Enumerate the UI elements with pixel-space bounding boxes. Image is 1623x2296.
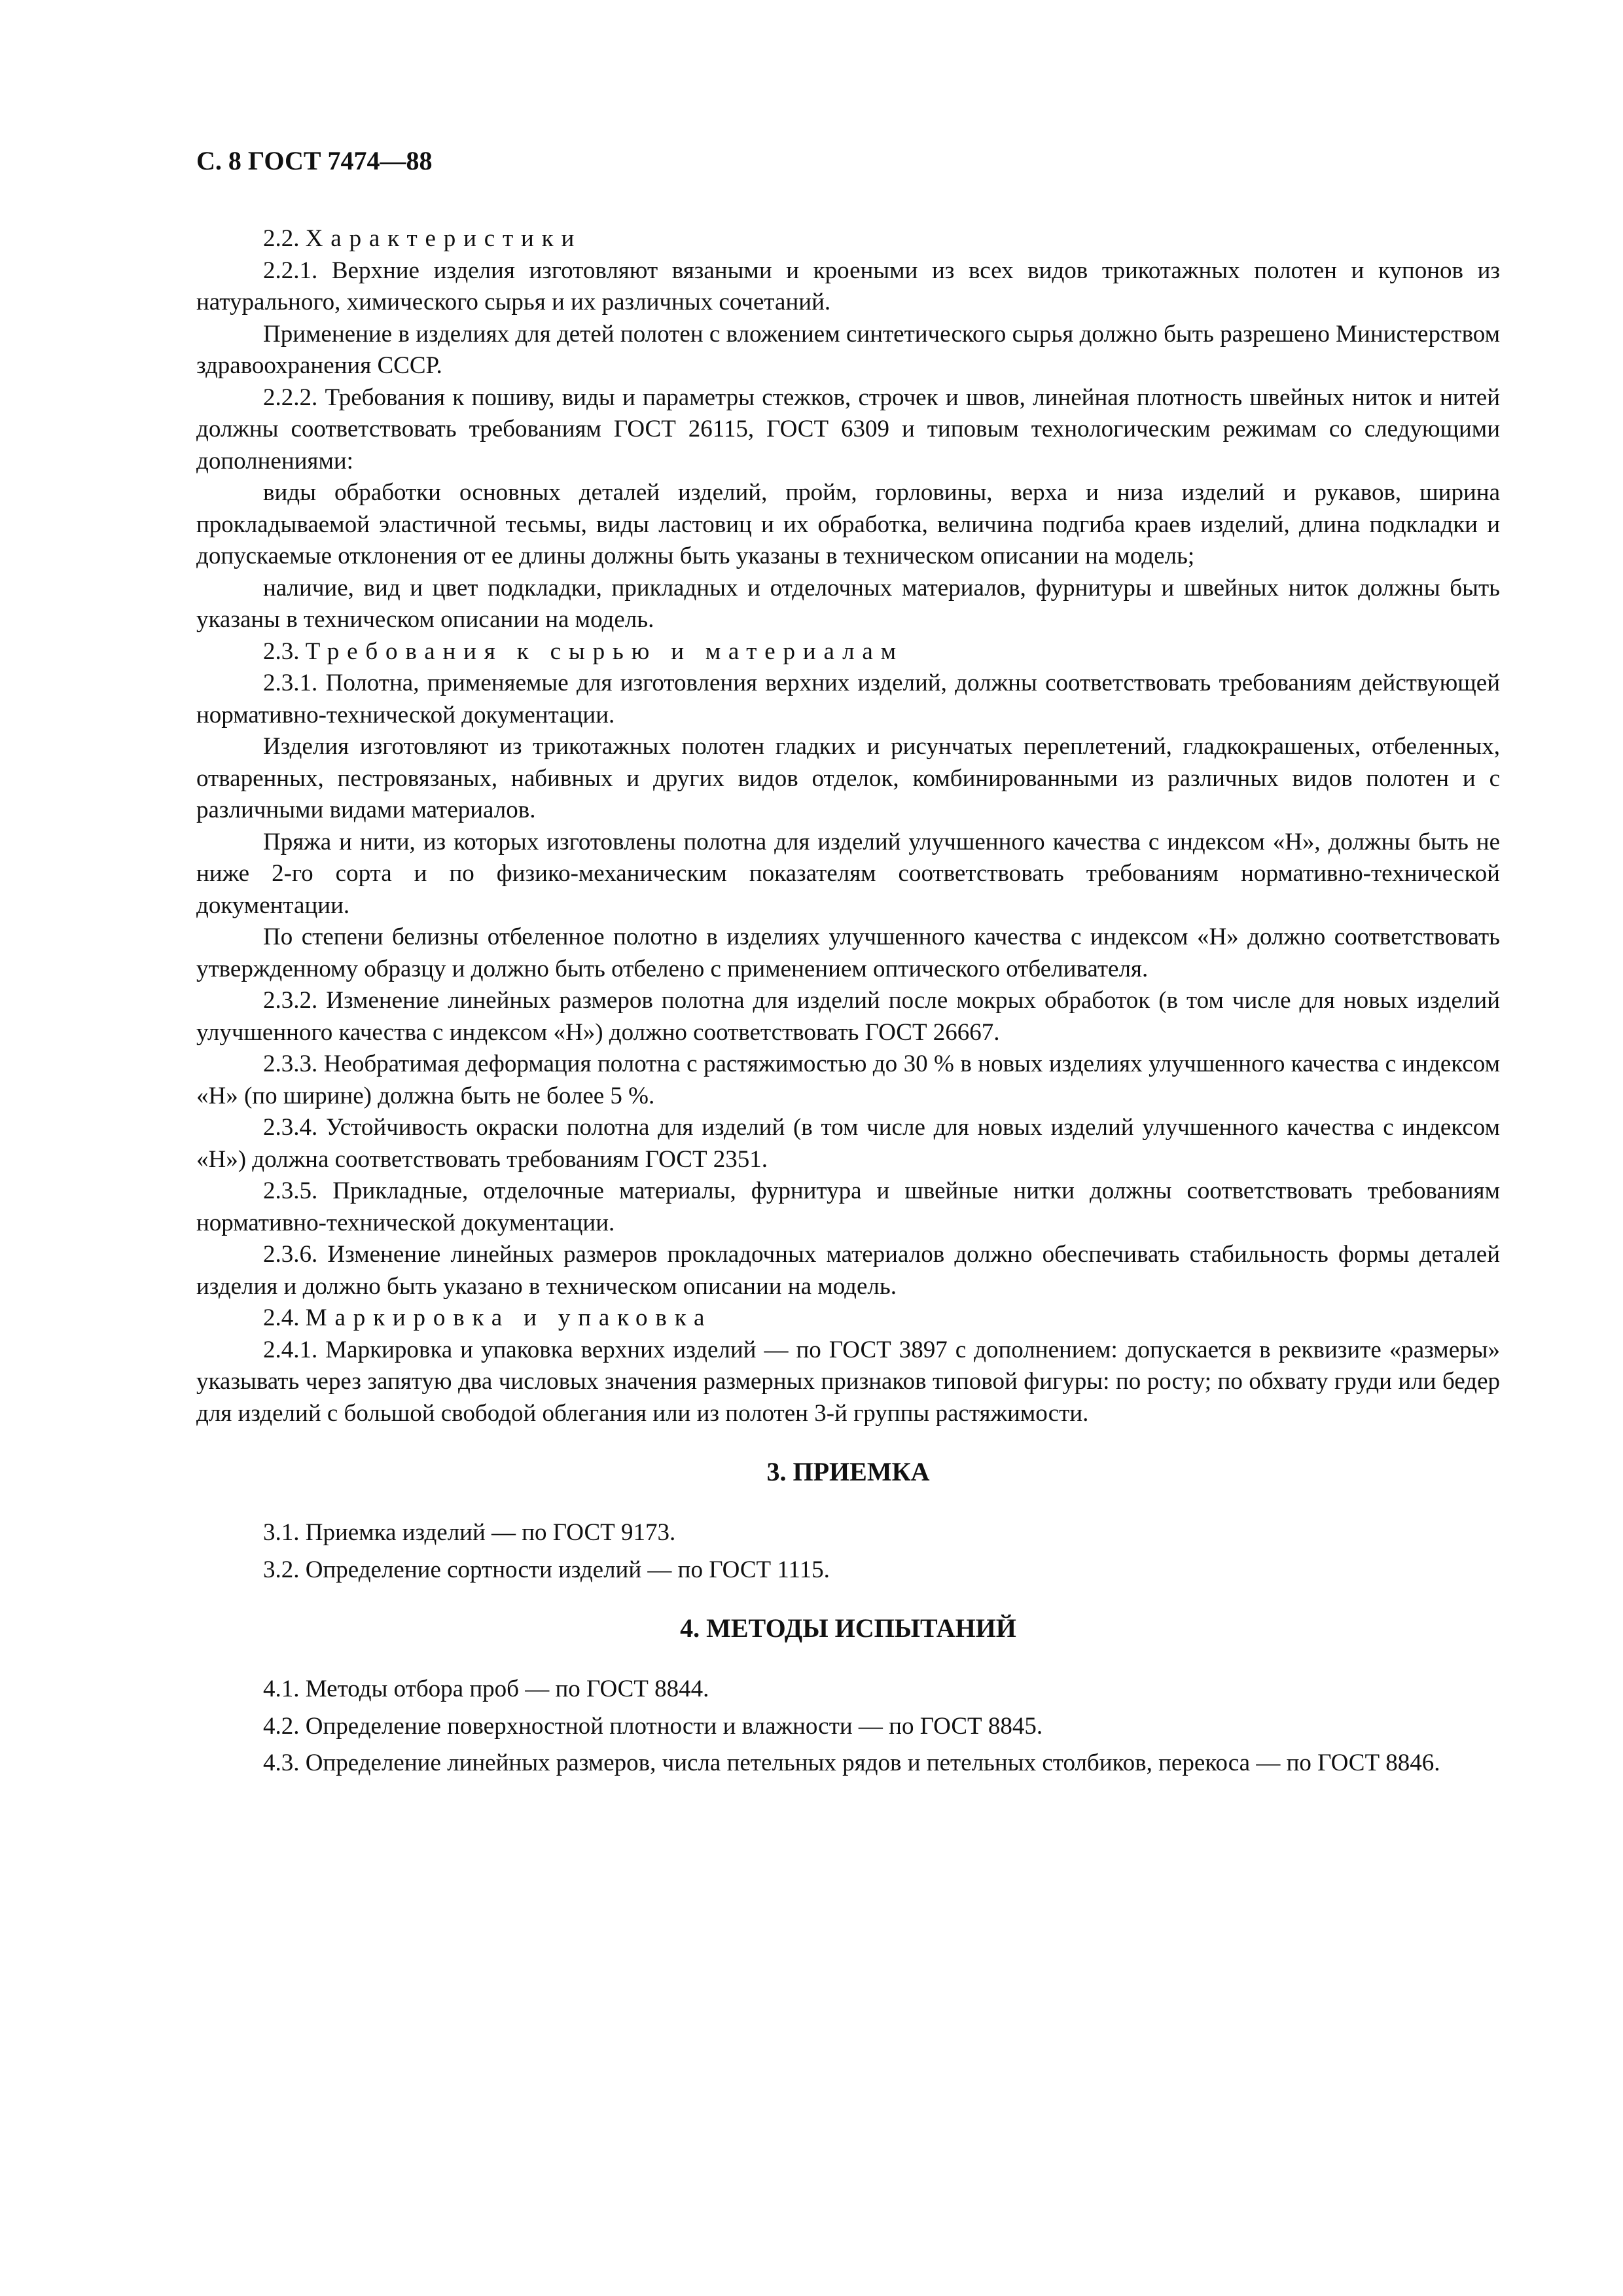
paragraph: 2.3.5. Прикладные, отделочные материалы, фурнитура и швейные нитки должны соответствовать требованиям нормативно-технической документации. [196, 1177, 1500, 1236]
paragraph: 2.3.1. Полотна, применяемые для изготовления верхних изделий, должны соответствовать требованиям действующей нормативно-технической документации. [196, 670, 1500, 728]
document-body [196, 223, 1500, 1780]
paragraph: 3.1. Приемка изделий — по ГОСТ 9173. [263, 1519, 676, 1546]
subsection-number: 2.2. [263, 225, 306, 252]
subsection-title: Характеристики [305, 225, 582, 252]
paragraph: 2.3.3. Необратимая деформация полотна с растяжимостью до 30 % в новых изделиях улучшенного качества с индексом «Н» (по ширине) должна быть не более 5 %. [196, 1050, 1500, 1109]
subsection-title: Требования к сырью и материалам [305, 637, 904, 665]
paragraph: наличие, вид и цвет подкладки, прикладных и отделочных материалов, фурнитуры и швейных ниток должны быть указаны в техническом описании на модель. [196, 574, 1500, 633]
subsection-number: 2.4. [263, 1304, 306, 1331]
paragraph: 2.2.1. Верхние изделия изготовляют вязаными и кроеными из всех видов трикотажных полотен и купонов из натурального, химического сырья и их различных сочетаний. [196, 257, 1500, 315]
subsection-heading [196, 1302, 1500, 1335]
subsection-number: 2.3. [263, 637, 306, 665]
paragraph: 2.3.4. Устойчивость окраски полотна для изделий (в том числе для новых изделий улучшенного качества с индексом «Н») должна соответствовать требованиям ГОСТ 2351. [196, 1114, 1500, 1173]
paragraph: По степени белизны отбеленное полотно в изделиях улучшенного качества с индексом «Н» должно соответствовать утвержденному образцу и должно быть отбелено с применением оптического отбеливателя. [196, 924, 1500, 982]
page-content [196, 145, 1500, 1780]
paragraph: виды обработки основных деталей изделий, пройм, горловины, верха и низа изделий и рукавов, ширина прокладываемой эластичной тесьмы, виды ластовиц и их обработка, величина подгиба краев изделий, длина подкладки и допускаемые отклонения от ее длины должны быть указаны в техническом описании на модель; [196, 479, 1500, 569]
section-heading: 3. ПРИЕМКА [766, 1457, 930, 1486]
paragraph: 4.3. Определение линейных размеров, числа петельных рядов и петельных столбиков, перекоса — по ГОСТ 8846. [263, 1749, 1440, 1776]
paragraph: 4.2. Определение поверхностной плотности и влажности — по ГОСТ 8845. [263, 1712, 1043, 1740]
paragraph: Применение в изделиях для детей полотен с вложением синтетического сырья должно быть разрешено Министерством здравоохранения СССР. [196, 320, 1500, 379]
subsection-heading [196, 636, 1500, 668]
paragraph: Пряжа и нити, из которых изготовлены полотна для изделий улучшенного качества с индексом «Н», должны быть не ниже 2-го сорта и по физико-механическим показателям соответствовать требованиям нормативно-технической документации. [196, 828, 1500, 919]
paragraph: 2.3.2. Изменение линейных размеров полотна для изделий после мокрых обработок (в том числе для новых изделий улучшенного качества с индексом «Н») должно соответствовать ГОСТ 26667. [196, 987, 1500, 1046]
paragraph: 4.1. Методы отбора проб — по ГОСТ 8844. [263, 1676, 709, 1702]
paragraph: 2.2.2. Требования к пошиву, виды и параметры стежков, строчек и швов, линейная плотность швейных ниток и нитей должны соответствовать требованиям ГОСТ 26115, ГОСТ 6309 и типовым технологическим режимам со следующими дополнениями: [196, 384, 1500, 475]
subsection-title: Маркировка и упаковка [305, 1304, 713, 1331]
paragraph: 2.3.6. Изменение линейных размеров прокладочных материалов должно обеспечивать стабильность формы деталей изделия и должно быть указано в техническом описании на модель. [196, 1241, 1500, 1300]
running-header: С. 8 ГОСТ 7474—88 [196, 146, 433, 175]
subsection-heading [196, 223, 1500, 255]
paragraph: 2.4.1. Маркировка и упаковка верхних изделий — по ГОСТ 3897 с дополнением: допускается в реквизите «размеры» указывать через запятую два числовых значения размерных признаков типовой фигуры: по росту; по обхвату груди или бедер для изделий с большой свободой облегания или из полотен 3-й группы растяжимости. [196, 1336, 1500, 1427]
paragraph: 3.2. Определение сортности изделий — по ГОСТ 1115. [263, 1556, 830, 1583]
paragraph: Изделия изготовляют из трикотажных полотен гладких и рисунчатых переплетений, гладкокрашеных, отбеленных, отваренных, пестровязаных, набивных и других видов отделок, комбинированными из различных видов полотен и с различными видами материалов. [196, 733, 1500, 823]
section-heading: 4. МЕТОДЫ ИСПЫТАНИЙ [680, 1613, 1016, 1643]
